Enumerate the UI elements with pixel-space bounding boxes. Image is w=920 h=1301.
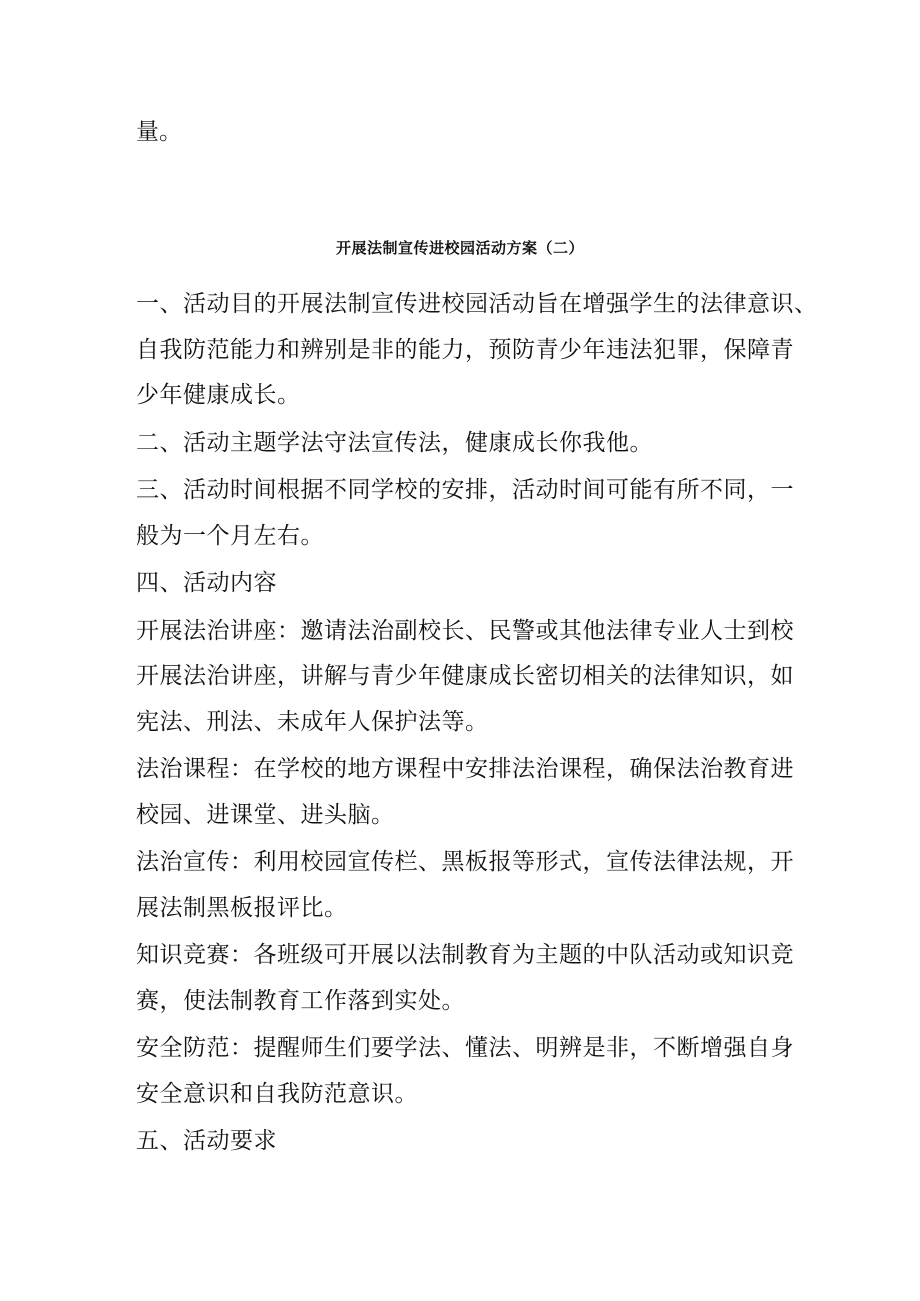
text-line: 开展法治讲座，讲解与青少年健康成长密切相关的法律知识，如	[136, 663, 794, 689]
text-line: 一、活动目的开展法制宣传进校园活动旨在增强学生的法律意识、	[136, 291, 818, 317]
paragraph	[136, 468, 796, 559]
text-line: 自我防范能力和辨别是非的能力，预防青少年违法犯罪，保障青	[136, 336, 794, 363]
paragraph	[136, 609, 796, 746]
text-line: 宪法、刑法、未成年人保护法等。	[136, 708, 489, 735]
text-line: 赛，使法制教育工作落到实处。	[136, 987, 465, 1014]
paragraph	[136, 840, 796, 931]
paragraph	[136, 1119, 796, 1165]
paragraph	[136, 421, 796, 467]
paragraph	[136, 1026, 796, 1117]
text-line: 安全意识和自我防范意识。	[136, 1080, 418, 1107]
text-line: 法治课程：在学校的地方课程中安排法治课程，确保法治教育进	[136, 756, 794, 782]
text-line: 法治宣传：利用校园宣传栏、黑板报等形式，宣传法律法规，开	[136, 849, 794, 875]
document-body	[136, 282, 818, 1167]
text-line: 开展法治讲座：邀请法治副校长、民警或其他法律专业人士到校	[136, 617, 794, 644]
text-line: 少年健康成长。	[136, 382, 301, 408]
text-line: 般为一个月左右。	[136, 522, 324, 549]
document-title: 开展法制宣传进校园活动方案（二）	[335, 239, 584, 257]
previous-section-tail: 量。	[136, 119, 182, 145]
text-line: 校园、进课堂、进头脑。	[136, 801, 395, 828]
paragraph	[136, 282, 818, 419]
paragraph	[136, 561, 796, 607]
text-line: 五、活动要求	[136, 1128, 277, 1154]
text-line: 展法制黑板报评比。	[136, 894, 348, 921]
text-line: 安全防范：提醒师生们要学法、懂法、明辨是非，不断增强自身	[136, 1035, 794, 1061]
text-line: 知识竞赛：各班级可开展以法制教育为主题的中队活动或知识竞	[136, 942, 794, 968]
text-line: 四、活动内容	[136, 570, 277, 596]
text-line: 二、活动主题学法守法宣传法，健康成长你我他。	[136, 429, 653, 456]
text-line: 三、活动时间根据不同学校的安排，活动时间可能有所不同，一	[136, 477, 794, 503]
paragraph	[136, 933, 796, 1024]
paragraph	[136, 747, 796, 838]
